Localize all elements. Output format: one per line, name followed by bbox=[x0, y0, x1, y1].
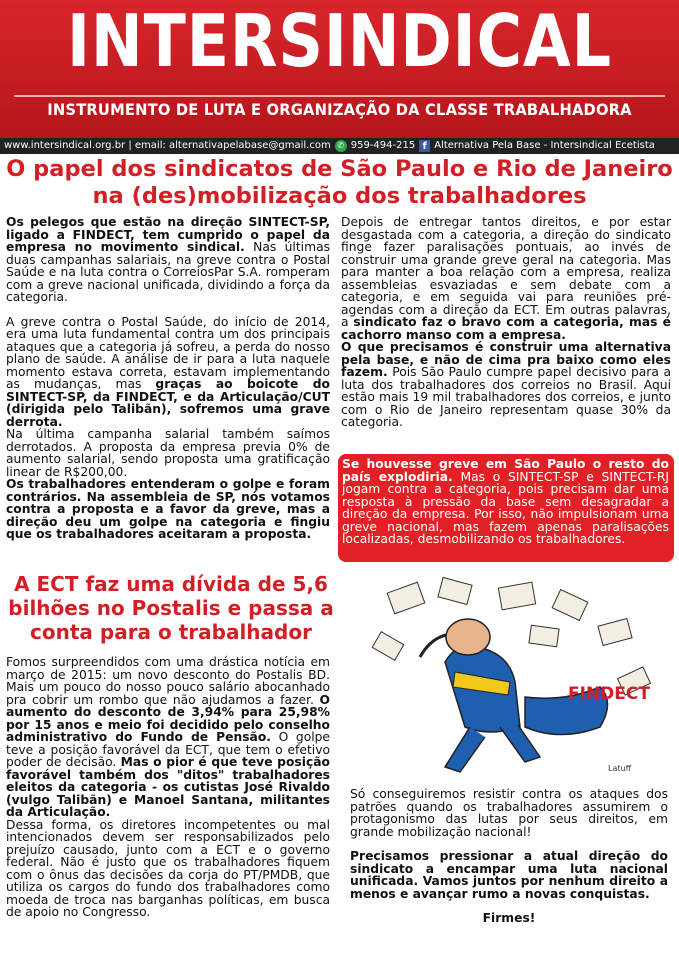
paragraph: Os pelegos que estão na direção SINTECT-SP, ligado a FINDECT, tem cumprido o papel da empresa no movimento sindical. Nas últimas duas campanhas salariais, na greve contra o Postal Saúde e na luta contra o CorreiosPar S.A. romperam com a greve nacional unificada, dividindo a força da categoria. bbox=[6, 215, 331, 304]
cartoon-label: FINDECT bbox=[568, 684, 650, 704]
second-headline: A ECT faz uma dívida de 5,6 bilhões no Postalis e passa a conta para o trabalhador bbox=[8, 572, 334, 644]
cartoon-illustration bbox=[350, 577, 665, 777]
main-headline: O papel dos sindicatos de São Paulo e Rio de Janeiro na (des)mobilização dos trabalhadores bbox=[6, 156, 673, 209]
paragraph: A greve contra o Postal Saúde, do início de 2014, era uma luta fundamental contra um dos principais ataques que a categoria já sofreu, a perda do nosso plano de saúde. A análise de ir para a luta naquele momento estava correta, estavam implementando as mudanças, mas graças ao boicote do SINTECT-SP, da FINDECT, e da Articulação/CUT (dirigida pelo Talibãn), sofremos uma grave derrota. bbox=[6, 314, 330, 429]
masthead bbox=[0, 0, 679, 138]
closing-line: Firmes! bbox=[482, 911, 536, 925]
paragraph: Na última campanha salarial também saímos derrotados. A proposta da empresa previa 0% de aumento salarial, sendo proposta uma gratificação linear de R$200,00. bbox=[6, 427, 330, 479]
whatsapp-icon: ✆ bbox=[335, 140, 347, 152]
info-bar bbox=[0, 138, 679, 154]
facebook-page[interactable]: Alternativa Pela Base - Intersindical Ecetista bbox=[434, 140, 655, 151]
cartoon-drawing bbox=[350, 577, 665, 777]
phone-number[interactable]: 959-494-215 bbox=[350, 140, 416, 151]
paragraph: Precisamos pressionar a atual direção do sindicato a encampar uma luta nacional unificada. Vamos juntos por nenhum direito a menos e avançar rumo a novas conquistas. bbox=[350, 849, 668, 901]
masthead-subtitle: INSTRUMENTO DE LUTA E ORGANIZAÇÃO DA CLASSE TRABALHADORA bbox=[47, 100, 632, 119]
right-column bbox=[341, 216, 671, 429]
second-right-column bbox=[350, 788, 668, 925]
cartoon-signature: Latuff bbox=[608, 764, 632, 773]
paragraph: O que precisamos é construir uma alternativa pela base, e não de cima pra baixo como eles fazem. Pois São Paulo cumpre papel decisivo para a luta dos trabalhadores dos correios no Brasil. Aqui estão mais 19 mil trabalhadores dos correios, e junto com o Rio de Janeiro representam quase 30% da categoria. bbox=[341, 340, 671, 429]
paragraph: Fomos surpreendidos com uma drástica notícia em março de 2015: um novo desconto do Postalis BD. Mais um pouco do nosso pouco salário abocanhado pra cobrir um rombo que não ajudamos a fazer. O aumento do desconto de 3,94% para 25,98% por 15 anos e meio foi decidido pelo conselho administrativo do Fundo de Pensão. O golpe teve a posição favorável da ECT, que tem o efetivo poder de decisão. Mas o pior é que teve posição favorável também dos "ditos" trabalhadores eleitos da categoria - os cutistas José Rivaldo (vulgo Talibãn) e Manoel Santana, militantes da Articulação. bbox=[6, 655, 330, 819]
website-email[interactable]: www.intersindical.org.br | email: alternativapelabase@gmail.com bbox=[4, 140, 331, 151]
paragraph: Depois de entregar tantos direitos, e por estar desgastada com a categoria, a direção do sindicato finge fazer paralisações pontuais, ao invés de construir uma grande greve geral na categoria. Mas para manter a boa relação com a empresa, realiza assembleias esvaziadas e sem debate com a categoria, e em seguida vai para reuniões pré-agendas com a direção da ECT. Em outras palavras, a sindicato faz o bravo com a categoria, mas é cachorro manso com a empresa. bbox=[341, 215, 671, 342]
paragraph: Dessa forma, os diretores incompetentes ou mal intencionados devem ser responsabilizados pelo prejuízo causado, junto com a ECT e o governo federal. Não é justo que os trabalhadores fiquem com o ônus das decisões da corja do PT/PMDB, que utiliza os cargos do fundo dos trabalhadores como moeda de troca nas barganhas políticas, em busca de apoio no Congresso. bbox=[6, 817, 330, 919]
facebook-icon: f bbox=[419, 140, 430, 152]
paragraph: Só conseguiremos resistir contra os ataques dos patrões quando os trabalhadores assumirem o protagonismo das lutas por seus direitos, em grande mobilização nacional! bbox=[350, 787, 668, 839]
paragraph: Os trabalhadores entenderam o golpe e foram contrários. Na assembleia de SP, nós votamos contra a proposta e a favor da greve, mas a direção deu um golpe na categoria e fingiu que os trabalhadores aceitaram a proposta. bbox=[6, 477, 330, 541]
left-column bbox=[6, 216, 330, 541]
second-left-column bbox=[6, 656, 330, 919]
masthead-divider bbox=[14, 95, 665, 97]
masthead-title: INTERSINDICAL bbox=[67, 0, 612, 83]
highlight-text: Se houvesse greve em São Paulo o resto do país explodiria. Mas o SINTECT-SP e SINTECT-RJ jogam contra a categoria, pois precisam dar uma resposta à pressão da base sem desagradar a direção da empresa. Por isso, não impulsionam uma greve nacional, mas fazem apenas paralisações localizadas, desmobilizando os trabalhadores. bbox=[342, 457, 669, 546]
